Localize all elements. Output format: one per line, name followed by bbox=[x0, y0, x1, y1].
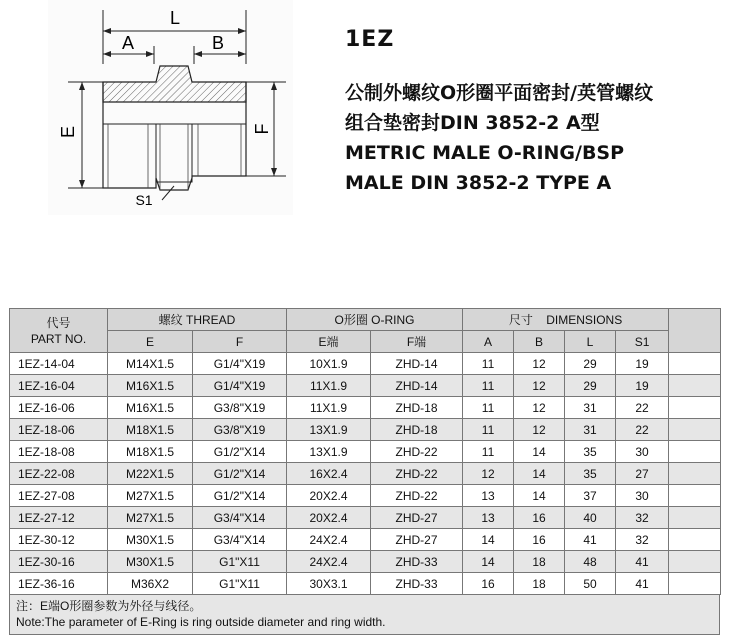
table-cell: 16 bbox=[514, 529, 565, 551]
table-cell: 11 bbox=[463, 419, 514, 441]
table-cell: M30X1.5 bbox=[108, 529, 193, 551]
table-cell: 12 bbox=[514, 375, 565, 397]
table-cell: ZHD-14 bbox=[371, 353, 463, 375]
table-cell: 32 bbox=[616, 507, 669, 529]
table-cell: 50 bbox=[565, 573, 616, 595]
header-e: E bbox=[108, 331, 193, 353]
table-cell: ZHD-22 bbox=[371, 485, 463, 507]
table-row bbox=[10, 441, 721, 463]
table-row bbox=[10, 485, 721, 507]
table-cell: 11X1.9 bbox=[287, 375, 371, 397]
part-number-cell: 1EZ-22-08 bbox=[10, 463, 108, 485]
table-cell: 31 bbox=[565, 419, 616, 441]
table-cell: 13 bbox=[463, 507, 514, 529]
table-cell: 10X1.9 bbox=[287, 353, 371, 375]
table-cell: 30X3.1 bbox=[287, 573, 371, 595]
table-cell: 12 bbox=[514, 419, 565, 441]
table-cell: M27X1.5 bbox=[108, 485, 193, 507]
table-cell: 11 bbox=[463, 353, 514, 375]
table-cell: M18X1.5 bbox=[108, 419, 193, 441]
header-e-end: E端 bbox=[287, 331, 371, 353]
label-L: L bbox=[169, 8, 181, 28]
part-number-cell: 1EZ-30-16 bbox=[10, 551, 108, 573]
header-s1: S1 bbox=[616, 331, 669, 353]
title-line-cn-1: 公制外螺纹O形圈平面密封/英管螺纹 bbox=[345, 82, 654, 104]
table-cell: 29 bbox=[565, 353, 616, 375]
table-cell-empty bbox=[669, 419, 721, 441]
header-b: B bbox=[514, 331, 565, 353]
table-cell: 13X1.9 bbox=[287, 441, 371, 463]
table-row bbox=[10, 397, 721, 419]
table-cell: ZHD-27 bbox=[371, 507, 463, 529]
table-cell: G1"X11 bbox=[193, 551, 287, 573]
drawing-background bbox=[48, 0, 293, 215]
table-cell: 14 bbox=[514, 463, 565, 485]
fitting-drawing-svg bbox=[48, 0, 293, 215]
table-cell: M27X1.5 bbox=[108, 507, 193, 529]
table-cell: 48 bbox=[565, 551, 616, 573]
table-cell: ZHD-33 bbox=[371, 551, 463, 573]
table-cell: 18 bbox=[514, 551, 565, 573]
table-cell: ZHD-14 bbox=[371, 375, 463, 397]
table-cell: 22 bbox=[616, 419, 669, 441]
table-cell: 41 bbox=[616, 551, 669, 573]
table-cell: 14 bbox=[514, 485, 565, 507]
header-f-end: F端 bbox=[371, 331, 463, 353]
table-cell-empty bbox=[669, 529, 721, 551]
table-cell: 35 bbox=[565, 463, 616, 485]
title-line-en-1: METRIC MALE O-RING/BSP bbox=[345, 142, 625, 164]
header-part-no-cn: 代号 bbox=[46, 315, 71, 330]
table-cell: 18 bbox=[514, 573, 565, 595]
table-cell: 12 bbox=[463, 463, 514, 485]
table-cell: G1/2"X14 bbox=[193, 463, 287, 485]
table-cell: M14X1.5 bbox=[108, 353, 193, 375]
table-cell-empty bbox=[669, 463, 721, 485]
header-part-no bbox=[10, 309, 108, 353]
table-cell: 24X2.4 bbox=[287, 551, 371, 573]
label-F: F bbox=[252, 123, 272, 135]
table-cell: 19 bbox=[616, 353, 669, 375]
fitting-drawing bbox=[48, 0, 293, 215]
label-E: E bbox=[58, 125, 78, 139]
table-cell: 14 bbox=[463, 551, 514, 573]
part-number-cell: 1EZ-16-04 bbox=[10, 375, 108, 397]
table-cell: 12 bbox=[514, 353, 565, 375]
table-cell: 11 bbox=[463, 441, 514, 463]
part-number-cell: 1EZ-14-04 bbox=[10, 353, 108, 375]
table-row bbox=[10, 507, 721, 529]
table-cell: G3/8"X19 bbox=[193, 419, 287, 441]
spec-table-body bbox=[10, 353, 721, 595]
table-cell: 16 bbox=[463, 573, 514, 595]
table-cell: ZHD-22 bbox=[371, 441, 463, 463]
header-a: A bbox=[463, 331, 514, 353]
note-en: Note:The parameter of E-Ring is ring outside diameter and ring width. bbox=[16, 615, 386, 629]
part-number-cell: 1EZ-27-12 bbox=[10, 507, 108, 529]
table-cell: 14 bbox=[463, 529, 514, 551]
table-cell: 14 bbox=[514, 441, 565, 463]
table-cell: 41 bbox=[616, 573, 669, 595]
part-number-cell: 1EZ-16-06 bbox=[10, 397, 108, 419]
table-cell: M18X1.5 bbox=[108, 441, 193, 463]
table-cell-empty bbox=[669, 353, 721, 375]
header-l: L bbox=[565, 331, 616, 353]
spec-table-wrapper bbox=[9, 308, 720, 635]
table-cell: 19 bbox=[616, 375, 669, 397]
table-cell: 35 bbox=[565, 441, 616, 463]
table-cell-empty bbox=[669, 441, 721, 463]
table-cell: M22X1.5 bbox=[108, 463, 193, 485]
table-cell: 16 bbox=[514, 507, 565, 529]
table-cell: ZHD-18 bbox=[371, 397, 463, 419]
table-cell-empty bbox=[669, 573, 721, 595]
table-cell: G1/2"X14 bbox=[193, 441, 287, 463]
part-number-cell: 1EZ-36-16 bbox=[10, 573, 108, 595]
table-cell: 22 bbox=[616, 397, 669, 419]
header-extra bbox=[669, 309, 721, 353]
header-dimensions: 尺寸 DIMENSIONS bbox=[463, 309, 669, 331]
table-note bbox=[9, 595, 720, 635]
table-row bbox=[10, 529, 721, 551]
table-cell: 41 bbox=[565, 529, 616, 551]
part-number-cell: 1EZ-18-08 bbox=[10, 441, 108, 463]
table-cell: 30 bbox=[616, 485, 669, 507]
table-cell: M16X1.5 bbox=[108, 397, 193, 419]
table-cell: 29 bbox=[565, 375, 616, 397]
table-cell: 37 bbox=[565, 485, 616, 507]
table-cell: 11 bbox=[463, 397, 514, 419]
table-cell: 11X1.9 bbox=[287, 397, 371, 419]
header-f: F bbox=[193, 331, 287, 353]
table-cell-empty bbox=[669, 375, 721, 397]
table-cell: G3/4"X14 bbox=[193, 529, 287, 551]
title-block bbox=[345, 27, 653, 198]
label-S1: S1 bbox=[135, 192, 153, 208]
header-thread: 螺纹 THREAD bbox=[108, 309, 287, 331]
table-cell: 20X2.4 bbox=[287, 507, 371, 529]
product-titles bbox=[345, 78, 653, 198]
table-cell: 12 bbox=[514, 397, 565, 419]
table-row bbox=[10, 375, 721, 397]
table-row bbox=[10, 419, 721, 441]
table-cell: G1/2"X14 bbox=[193, 485, 287, 507]
table-cell: M30X1.5 bbox=[108, 551, 193, 573]
table-cell: ZHD-33 bbox=[371, 573, 463, 595]
table-cell: G1/4"X19 bbox=[193, 353, 287, 375]
header-part-no-en: PART NO. bbox=[30, 331, 87, 346]
table-cell-empty bbox=[669, 507, 721, 529]
table-cell: G1/4"X19 bbox=[193, 375, 287, 397]
product-code: 1EZ bbox=[345, 27, 395, 52]
table-cell: G3/4"X14 bbox=[193, 507, 287, 529]
part-number-cell: 1EZ-27-08 bbox=[10, 485, 108, 507]
part-number-cell: 1EZ-30-12 bbox=[10, 529, 108, 551]
table-cell: ZHD-18 bbox=[371, 419, 463, 441]
table-row bbox=[10, 573, 721, 595]
table-cell: 13X1.9 bbox=[287, 419, 371, 441]
table-cell: 31 bbox=[565, 397, 616, 419]
table-cell: G3/8"X19 bbox=[193, 397, 287, 419]
table-cell: 27 bbox=[616, 463, 669, 485]
table-cell: 11 bbox=[463, 375, 514, 397]
note-cn: 注：E端O形圈参数为外径与线径。 bbox=[16, 599, 202, 613]
table-cell: 30 bbox=[616, 441, 669, 463]
table-cell: G1"X11 bbox=[193, 573, 287, 595]
title-line-en-2: MALE DIN 3852-2 TYPE A bbox=[345, 172, 612, 194]
spec-table bbox=[9, 308, 721, 595]
table-row bbox=[10, 353, 721, 375]
table-cell: 16X2.4 bbox=[287, 463, 371, 485]
table-cell: 24X2.4 bbox=[287, 529, 371, 551]
table-cell-empty bbox=[669, 551, 721, 573]
table-row bbox=[10, 463, 721, 485]
label-B: B bbox=[211, 33, 225, 53]
table-cell-empty bbox=[669, 397, 721, 419]
table-cell: ZHD-27 bbox=[371, 529, 463, 551]
table-cell: 40 bbox=[565, 507, 616, 529]
part-number-cell: 1EZ-18-06 bbox=[10, 419, 108, 441]
title-line-cn-2: 组合垫密封DIN 3852-2 A型 bbox=[345, 112, 600, 134]
label-A: A bbox=[121, 33, 135, 53]
header-oring: O形圈 O-RING bbox=[287, 309, 463, 331]
table-cell-empty bbox=[669, 485, 721, 507]
table-cell: M36X2 bbox=[108, 573, 193, 595]
table-cell: 20X2.4 bbox=[287, 485, 371, 507]
table-cell: M16X1.5 bbox=[108, 375, 193, 397]
table-cell: ZHD-22 bbox=[371, 463, 463, 485]
table-row bbox=[10, 551, 721, 573]
table-cell: 13 bbox=[463, 485, 514, 507]
table-cell: 32 bbox=[616, 529, 669, 551]
